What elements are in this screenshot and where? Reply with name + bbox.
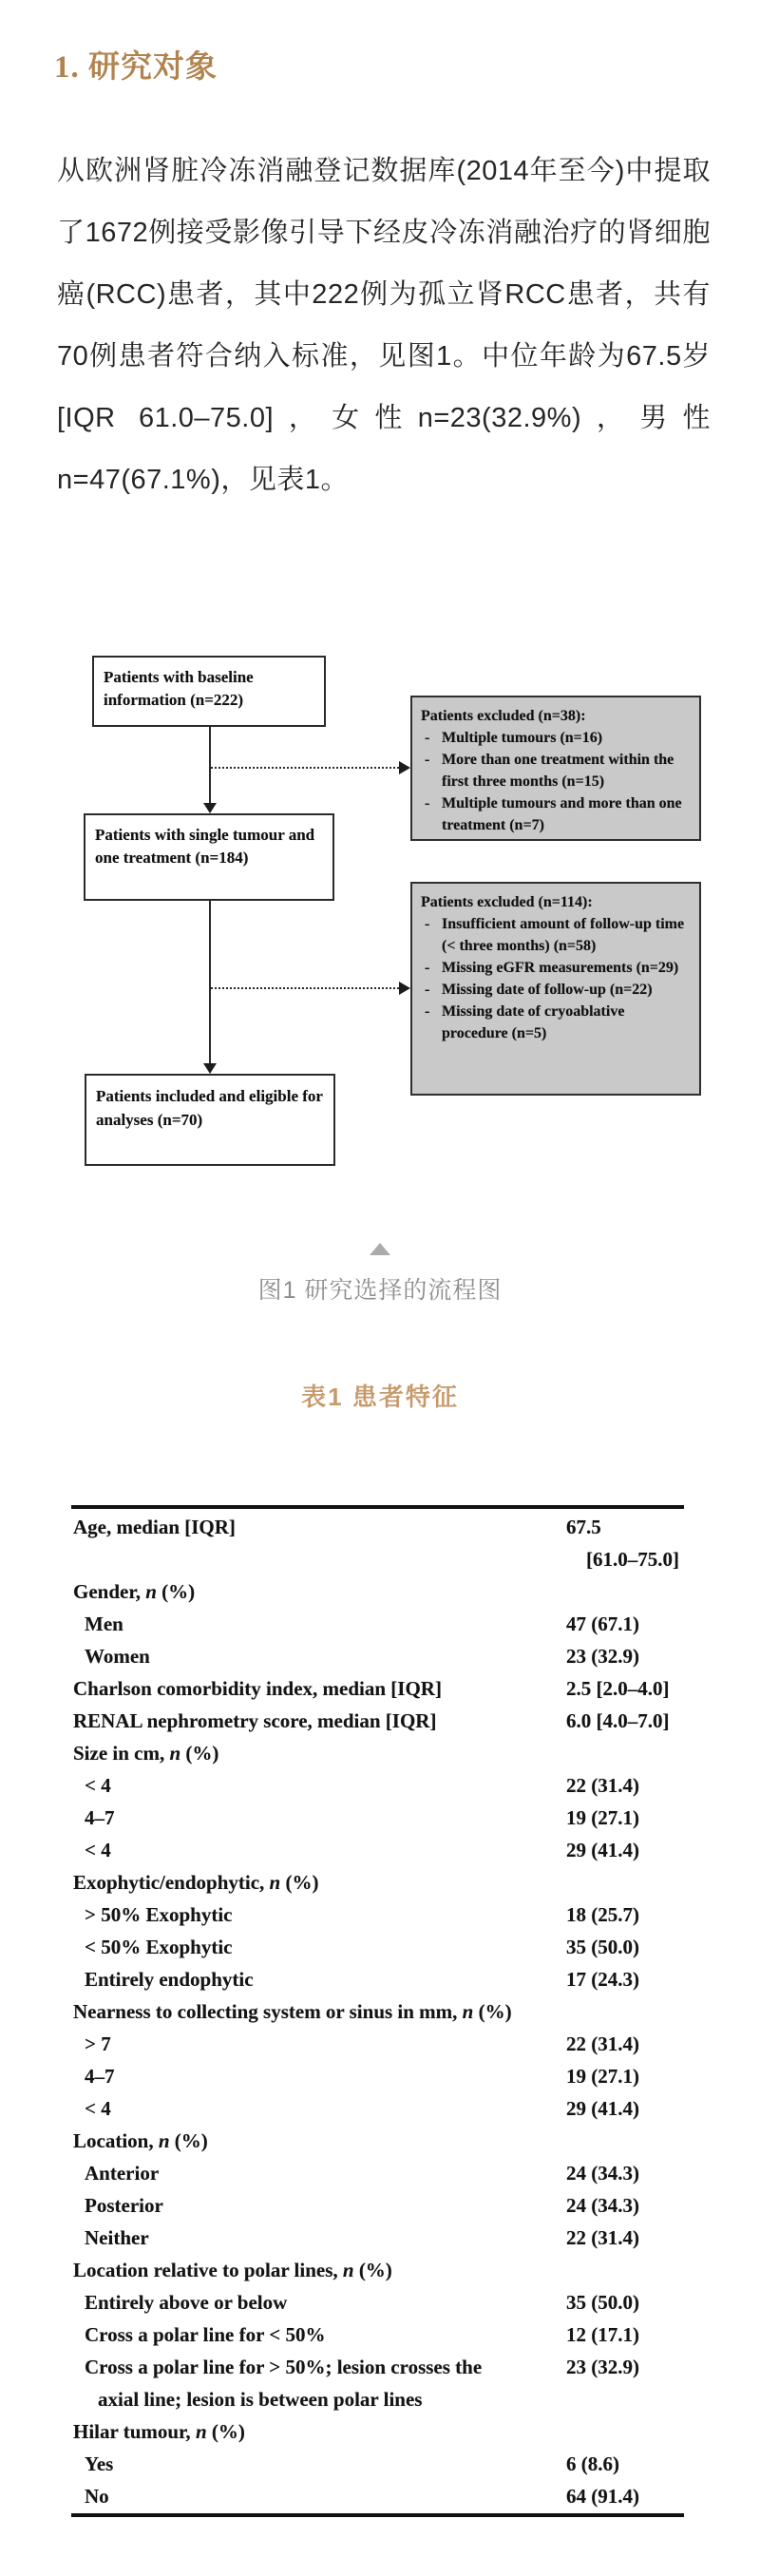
table-row-label: Men bbox=[85, 1612, 124, 1635]
table-row bbox=[71, 2189, 684, 2222]
table-row bbox=[71, 2254, 684, 2286]
table-row-label: Cross a polar line for < 50% bbox=[85, 2323, 326, 2346]
flow-box-text: Patients included and eligible for analyses (n=70) bbox=[96, 1087, 323, 1129]
body-paragraph: 从欧洲肾脏冷冻消融登记数据库(2014年至今)中提取了1672例接受影像引导下经皮冷冻消融治疗的肾细胞癌(RCC)患者，其中222例为孤立肾RCC患者，共有70例患者符合纳入标准，见图1。中位年龄为67.5岁[IQR 61.0–75.0]，女性n=23(32.9%)，男性n=47(67.1%)，见表1。 bbox=[57, 156, 711, 495]
table-row-value: 19 (27.1) bbox=[566, 1806, 639, 1829]
flow-box-included bbox=[85, 1074, 335, 1166]
exclusion-item: - Multiple tumours (n=16) bbox=[421, 727, 692, 749]
table-row-value: 67.5 [61.0–75.0] bbox=[566, 1516, 679, 1571]
table-row bbox=[71, 2092, 684, 2125]
table-row-label: Yes bbox=[85, 2452, 114, 2475]
collapse-triangle-icon[interactable] bbox=[370, 1243, 390, 1255]
arrow-down-icon bbox=[203, 803, 217, 813]
table-row-value: 24 (34.3) bbox=[566, 2194, 639, 2217]
arrow-down-icon bbox=[203, 1063, 217, 1074]
table-row-value: 35 (50.0) bbox=[566, 2291, 639, 2314]
table-row-value: 22 (31.4) bbox=[566, 2226, 639, 2249]
table-title: 表1 患者特征 bbox=[301, 1383, 459, 1411]
table-row bbox=[71, 1931, 684, 1963]
table-row bbox=[71, 1737, 684, 1769]
table-row-value: 35 (50.0) bbox=[566, 1936, 639, 1958]
exclusion-list bbox=[421, 727, 692, 836]
table-row bbox=[71, 2125, 684, 2157]
table-row-label: Anterior bbox=[85, 2162, 160, 2185]
table-row bbox=[71, 1575, 684, 1608]
table-row-label: RENAL nephrometry score, median [IQR] bbox=[73, 1709, 437, 1732]
table-row bbox=[71, 2480, 684, 2512]
table-row-value: 12 (17.1) bbox=[566, 2323, 639, 2346]
flow-box-text: Patients with single tumour and one treatment (n=184) bbox=[95, 826, 315, 867]
table-row-label: Entirely endophytic bbox=[85, 1968, 254, 1991]
table-row bbox=[71, 2157, 684, 2189]
table-row-label: Charlson comorbidity index, median [IQR] bbox=[73, 1677, 442, 1700]
flow-connector-line bbox=[209, 901, 211, 1064]
arrow-right-icon bbox=[399, 982, 410, 995]
table-row-value: 22 (31.4) bbox=[566, 1774, 639, 1797]
table-row-label: Exophytic/endophytic, n (%) bbox=[73, 1871, 319, 1894]
table-row-label: Gender, n (%) bbox=[73, 1580, 196, 1603]
flow-dashed-connector bbox=[211, 767, 399, 769]
exclusion-title: Patients excluded (n=38): bbox=[421, 708, 586, 724]
flow-dashed-connector bbox=[211, 987, 399, 989]
exclusion-item: - Missing eGFR measurements (n=29) bbox=[421, 957, 692, 979]
table-row bbox=[71, 1705, 684, 1737]
table-row bbox=[71, 1866, 684, 1899]
table-row bbox=[71, 1511, 684, 1575]
table-row-label: Neither bbox=[85, 2226, 149, 2249]
table-row bbox=[71, 1834, 684, 1866]
flow-box-baseline bbox=[92, 656, 326, 727]
table-row-label: Hilar tumour, n (%) bbox=[73, 2420, 245, 2443]
table-row bbox=[71, 2318, 684, 2351]
table-row bbox=[71, 2028, 684, 2060]
table-row bbox=[71, 1640, 684, 1672]
table-row-value: 24 (34.3) bbox=[566, 2162, 639, 2185]
exclusion-item: - Missing date of follow-up (n=22) bbox=[421, 979, 692, 1001]
table-row-label: > 7 bbox=[85, 2032, 111, 2055]
flow-box-text: Patients with baseline information (n=222) bbox=[104, 668, 254, 709]
flow-connector-line bbox=[209, 727, 211, 804]
figure-caption: 图1 研究选择的流程图 bbox=[257, 1277, 503, 1304]
table-row-label: Posterior bbox=[85, 2194, 163, 2217]
table-row bbox=[71, 2351, 684, 2415]
table-row-label: No bbox=[85, 2485, 109, 2508]
table-row-value: 17 (24.3) bbox=[566, 1968, 639, 1991]
table-row bbox=[71, 1802, 684, 1834]
table-row-value: 23 (32.9) bbox=[566, 2356, 639, 2378]
table-row-label: Cross a polar line for > 50%; lesion crosses the axial line; lesion is between polar lines bbox=[85, 2356, 483, 2411]
table-row-value: 29 (41.4) bbox=[566, 2097, 639, 2120]
table-row-label: < 4 bbox=[85, 1839, 111, 1861]
table-row bbox=[71, 2448, 684, 2480]
exclusion-title: Patients excluded (n=114): bbox=[421, 894, 593, 910]
flow-box-excluded-38 bbox=[410, 696, 701, 841]
flow-box-excluded-114 bbox=[410, 882, 701, 1096]
exclusion-item: - Insufficient amount of follow-up time (< three months) (n=58) bbox=[421, 913, 692, 957]
table-row-value: 29 (41.4) bbox=[566, 1839, 639, 1861]
table-row bbox=[71, 1672, 684, 1705]
flow-box-single-tumour bbox=[84, 813, 334, 901]
patient-table-body bbox=[71, 1511, 684, 2512]
table-row bbox=[71, 1608, 684, 1640]
table-row bbox=[71, 2415, 684, 2448]
table-row-value: 2.5 [2.0–4.0] bbox=[566, 1677, 670, 1700]
table-row-value: 18 (25.7) bbox=[566, 1903, 639, 1926]
table-row-label: Location, n (%) bbox=[73, 2129, 208, 2152]
table-row-label: 4–7 bbox=[85, 1806, 115, 1829]
patient-table bbox=[71, 1505, 684, 2517]
exclusion-item: - More than one treatment within the first three months (n=15) bbox=[421, 749, 692, 792]
table-row-value: 23 (32.9) bbox=[566, 1645, 639, 1668]
table-row bbox=[71, 1899, 684, 1931]
table-row-label: > 50% Exophytic bbox=[85, 1903, 233, 1926]
table-row-label: Entirely above or below bbox=[85, 2291, 288, 2314]
table-row-value: 64 (91.4) bbox=[566, 2485, 639, 2508]
table-row-label: 4–7 bbox=[85, 2065, 115, 2088]
exclusion-list bbox=[421, 913, 692, 1044]
table-row-label: Women bbox=[85, 1645, 150, 1668]
table-row bbox=[71, 2222, 684, 2254]
table-row bbox=[71, 1963, 684, 1995]
table-row-value: 6.0 [4.0–7.0] bbox=[566, 1709, 670, 1732]
table-row-label: < 4 bbox=[85, 1774, 111, 1797]
table-row-label: < 50% Exophytic bbox=[85, 1936, 233, 1958]
arrow-right-icon bbox=[399, 761, 410, 774]
section-heading: 1. 研究对象 bbox=[54, 50, 218, 85]
exclusion-item: - Multiple tumours and more than one treatment (n=7) bbox=[421, 792, 692, 836]
table-row bbox=[71, 2286, 684, 2318]
table-row-label: Nearness to collecting system or sinus in mm, n (%) bbox=[73, 2000, 512, 2023]
table-row bbox=[71, 2060, 684, 2092]
exclusion-item: - Missing date of cryoablative procedure (n=5) bbox=[421, 1001, 692, 1044]
table-row-label: Location relative to polar lines, n (%) bbox=[73, 2259, 392, 2281]
table-row-value: 6 (8.6) bbox=[566, 2452, 619, 2475]
table-row bbox=[71, 1995, 684, 2028]
table-row-label: Size in cm, n (%) bbox=[73, 1742, 219, 1765]
table-row-label: < 4 bbox=[85, 2097, 111, 2120]
table-row-value: 47 (67.1) bbox=[566, 1612, 639, 1635]
figure1-flowchart bbox=[0, 0, 760, 1273]
table-row bbox=[71, 1769, 684, 1802]
table-row-value: 22 (31.4) bbox=[566, 2032, 639, 2055]
table-row-label: Age, median [IQR] bbox=[73, 1516, 236, 1538]
table-row-value: 19 (27.1) bbox=[566, 2065, 639, 2088]
